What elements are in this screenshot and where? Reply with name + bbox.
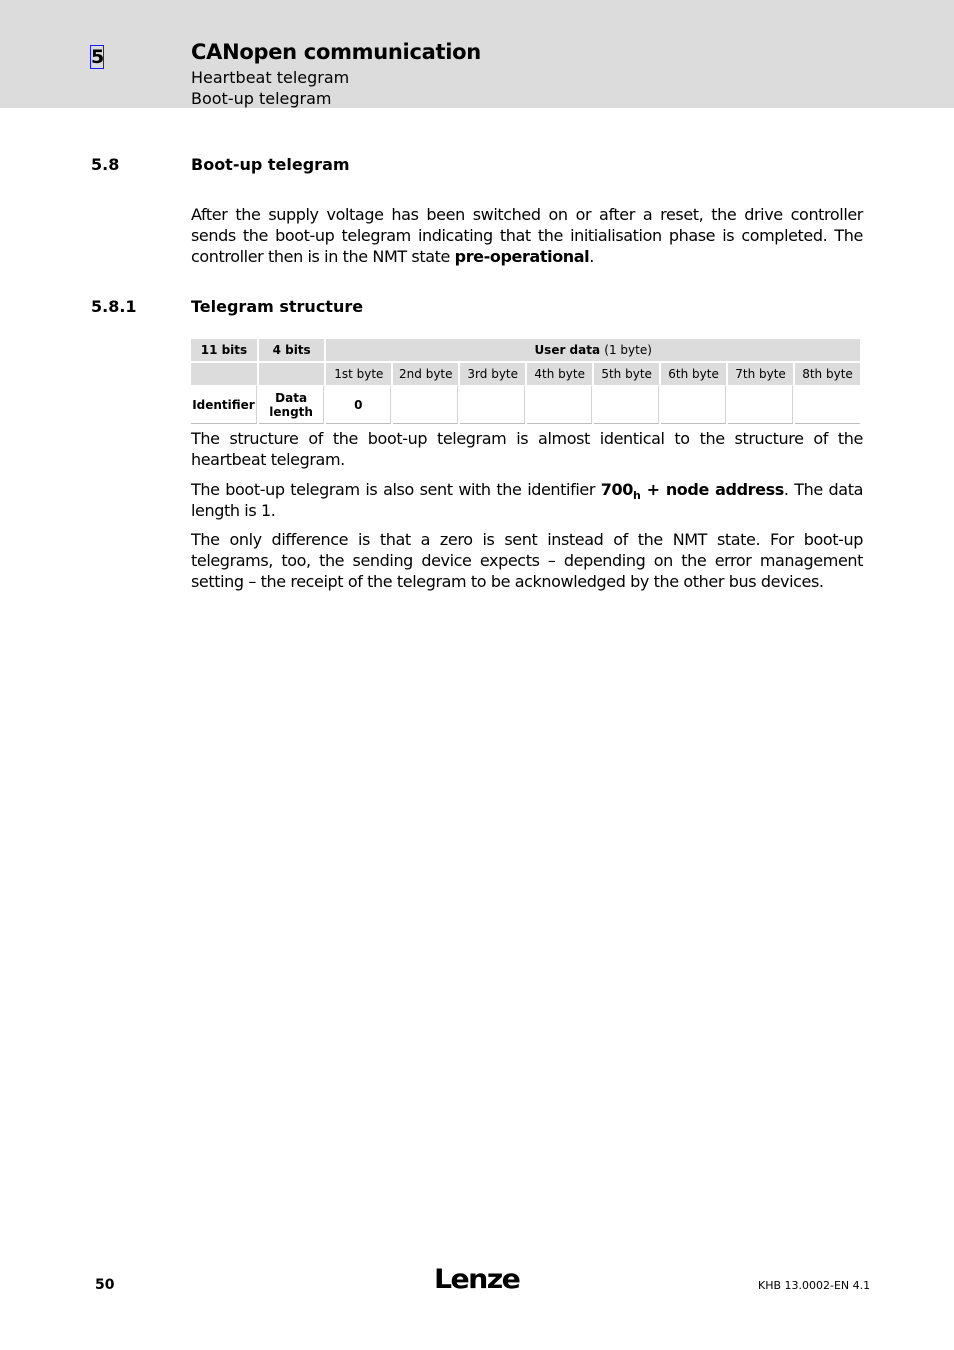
byte-header: 3rd byte xyxy=(460,361,525,385)
identifier-paragraph xyxy=(191,479,863,521)
byte-value-cell xyxy=(527,385,592,424)
byte-header: 8th byte xyxy=(795,361,860,385)
node-address-term: + node address xyxy=(640,480,784,499)
difference-paragraph: The only difference is that a zero is sent instead of the NMT state. For boot-up telegrams, too, the sending device expects – depending on the error management setting – the receipt of the telegram to be acknowledged by the other bus devices. xyxy=(191,530,863,591)
lenze-logo: Lenze xyxy=(433,1264,520,1295)
intro-text: After the supply voltage has been switched on or after a reset, the drive controller sends the boot-up telegram indicating that the initialisation phase is completed. The controller then is in the NMT state xyxy=(191,205,863,266)
byte1-value-cell: 0 xyxy=(326,385,391,424)
header-subtitle-bootup: Boot-up telegram xyxy=(191,89,332,108)
chapter-number-box[interactable]: 5 xyxy=(91,46,105,68)
user-data-header xyxy=(326,339,860,361)
data-length-text: . The data length is 1. xyxy=(191,480,863,520)
byte-header: 7th byte xyxy=(728,361,793,385)
subsection-number: 5.8.1 xyxy=(91,297,137,316)
byte-header: 1st byte xyxy=(326,361,391,385)
byte-value-cell xyxy=(460,385,525,424)
subsection-title: Telegram structure xyxy=(191,297,364,316)
empty-header-cell xyxy=(259,361,324,385)
data-length-line-2: length xyxy=(269,405,313,419)
empty-header-cell xyxy=(191,361,257,385)
section-number: 5.8 xyxy=(91,155,120,174)
data-length-line-1: Data xyxy=(275,391,308,405)
byte-value-cell xyxy=(795,385,860,424)
identifier-value: 700 xyxy=(600,480,633,499)
identifier-text: The boot-up telegram is also sent with the identifier xyxy=(191,480,601,499)
byte-value-cell xyxy=(594,385,659,424)
user-data-note: (1 byte) xyxy=(604,343,652,357)
telegram-structure-table xyxy=(189,339,862,424)
chapter-title: CANopen communication xyxy=(191,40,481,64)
user-data-label: User data xyxy=(534,343,601,357)
data-length-bits-header: 4 bits xyxy=(259,339,324,361)
byte-header: 4th byte xyxy=(527,361,592,385)
hex-subscript: h xyxy=(632,489,641,502)
header-subtitle-heartbeat: Heartbeat telegram xyxy=(191,68,350,87)
structure-paragraph: The structure of the boot-up telegram is almost identical to the structure of the heartbeat telegram. xyxy=(191,429,863,469)
byte-header: 2nd byte xyxy=(393,361,458,385)
byte-value-cell xyxy=(728,385,793,424)
byte-value-cell xyxy=(661,385,726,424)
identifier-bits-header: 11 bits xyxy=(191,339,257,361)
byte-value-cell xyxy=(393,385,458,424)
data-length-cell xyxy=(259,385,324,424)
intro-paragraph xyxy=(191,204,863,267)
byte-header: 6th byte xyxy=(661,361,726,385)
intro-end: . xyxy=(589,247,594,266)
identifier-cell: Identifier xyxy=(191,385,257,424)
document-id: KHB 13.0002-EN 4.1 xyxy=(758,1279,871,1292)
byte-header: 5th byte xyxy=(594,361,659,385)
section-title: Boot-up telegram xyxy=(191,155,350,174)
nmt-state-term: pre-operational xyxy=(454,247,590,266)
page-number: 50 xyxy=(95,1277,115,1293)
